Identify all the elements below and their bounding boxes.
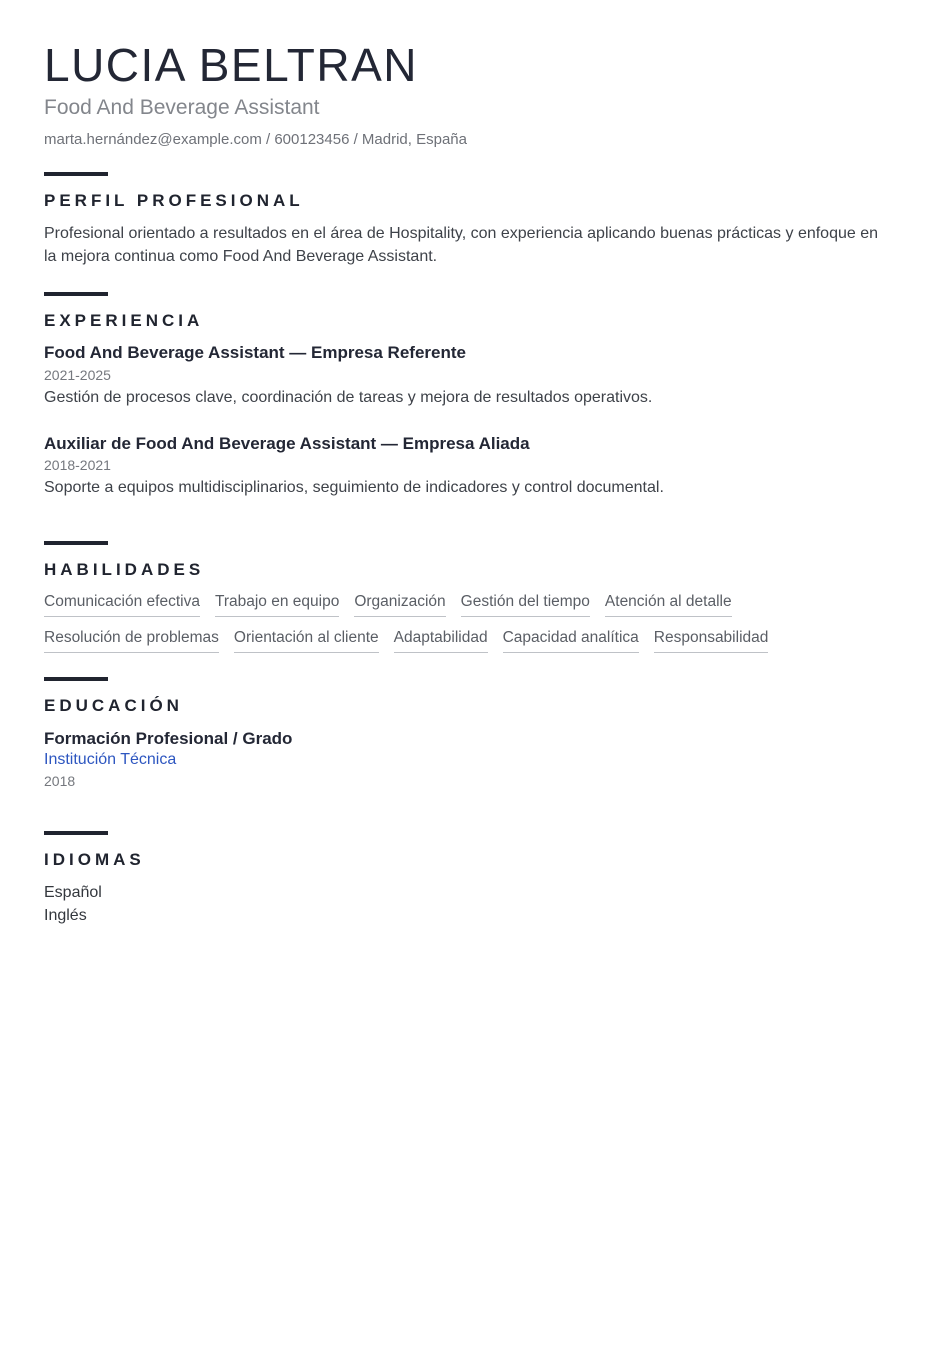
job-title: Food And Beverage Assistant — Empresa Referente bbox=[44, 343, 466, 363]
section-experience bbox=[44, 292, 894, 499]
job-description: Soporte a equipos multidisciplinarios, seguimiento de indicadores y control documental. bbox=[44, 478, 664, 496]
section-divider bbox=[44, 677, 108, 681]
section-skills bbox=[44, 541, 894, 653]
experience-entry bbox=[44, 433, 894, 499]
job-dates: 2018-2021 bbox=[44, 456, 111, 473]
section-divider bbox=[44, 831, 108, 835]
section-languages bbox=[44, 831, 894, 927]
profile-heading: PERFIL PROFESIONAL bbox=[44, 191, 304, 211]
language-item: Inglés bbox=[44, 906, 87, 924]
job-title: Auxiliar de Food And Beverage Assistant — Empresa Aliada bbox=[44, 433, 530, 453]
job-description: Gestión de procesos clave, coordinación de tareas y mejora de resultados operativos. bbox=[44, 388, 653, 406]
section-divider bbox=[44, 172, 108, 176]
contact-info: marta.hernández@example.com / 600123456 / Madrid, España bbox=[44, 131, 467, 149]
section-profile bbox=[44, 172, 894, 268]
language-item: Español bbox=[44, 883, 102, 901]
skill-tag: Orientación al cliente bbox=[234, 629, 379, 653]
skill-tag: Responsabilidad bbox=[654, 629, 769, 653]
skill-tag: Adaptabilidad bbox=[394, 629, 488, 653]
education-institution-link[interactable]: Institución Técnica bbox=[44, 750, 177, 768]
experience-heading: EXPERIENCIA bbox=[44, 311, 204, 331]
skills-heading: HABILIDADES bbox=[44, 559, 205, 579]
job-dates: 2021-2025 bbox=[44, 366, 111, 383]
education-degree: Formación Profesional / Grado bbox=[44, 728, 293, 748]
profile-text: Profesional orientado a resultados en el área de Hospitality, con experiencia aplicando buenas prácticas y enfoque en la mejora continua como Food And Beverage Assistant. bbox=[44, 225, 879, 266]
skill-tag: Atención al detalle bbox=[605, 593, 732, 617]
person-name: LUCIA BELTRAN bbox=[44, 39, 418, 91]
skill-tag: Trabajo en equipo bbox=[215, 593, 339, 617]
education-heading: EDUCACIÓN bbox=[44, 695, 183, 715]
skill-tag: Resolución de problemas bbox=[44, 629, 219, 653]
skill-tag: Organización bbox=[354, 593, 445, 617]
job-title-subtitle: Food And Beverage Assistant bbox=[44, 96, 320, 120]
education-year: 2018 bbox=[44, 772, 76, 789]
section-divider bbox=[44, 292, 108, 296]
resume-header bbox=[44, 41, 894, 148]
skill-tag: Capacidad analítica bbox=[503, 629, 639, 653]
skills-list bbox=[44, 593, 894, 653]
skill-tag: Comunicación efectiva bbox=[44, 593, 200, 617]
languages-heading: IDIOMAS bbox=[44, 849, 145, 869]
skill-tag: Gestión del tiempo bbox=[461, 593, 590, 617]
section-education bbox=[44, 677, 894, 789]
experience-entry bbox=[44, 342, 894, 408]
section-divider bbox=[44, 541, 108, 545]
